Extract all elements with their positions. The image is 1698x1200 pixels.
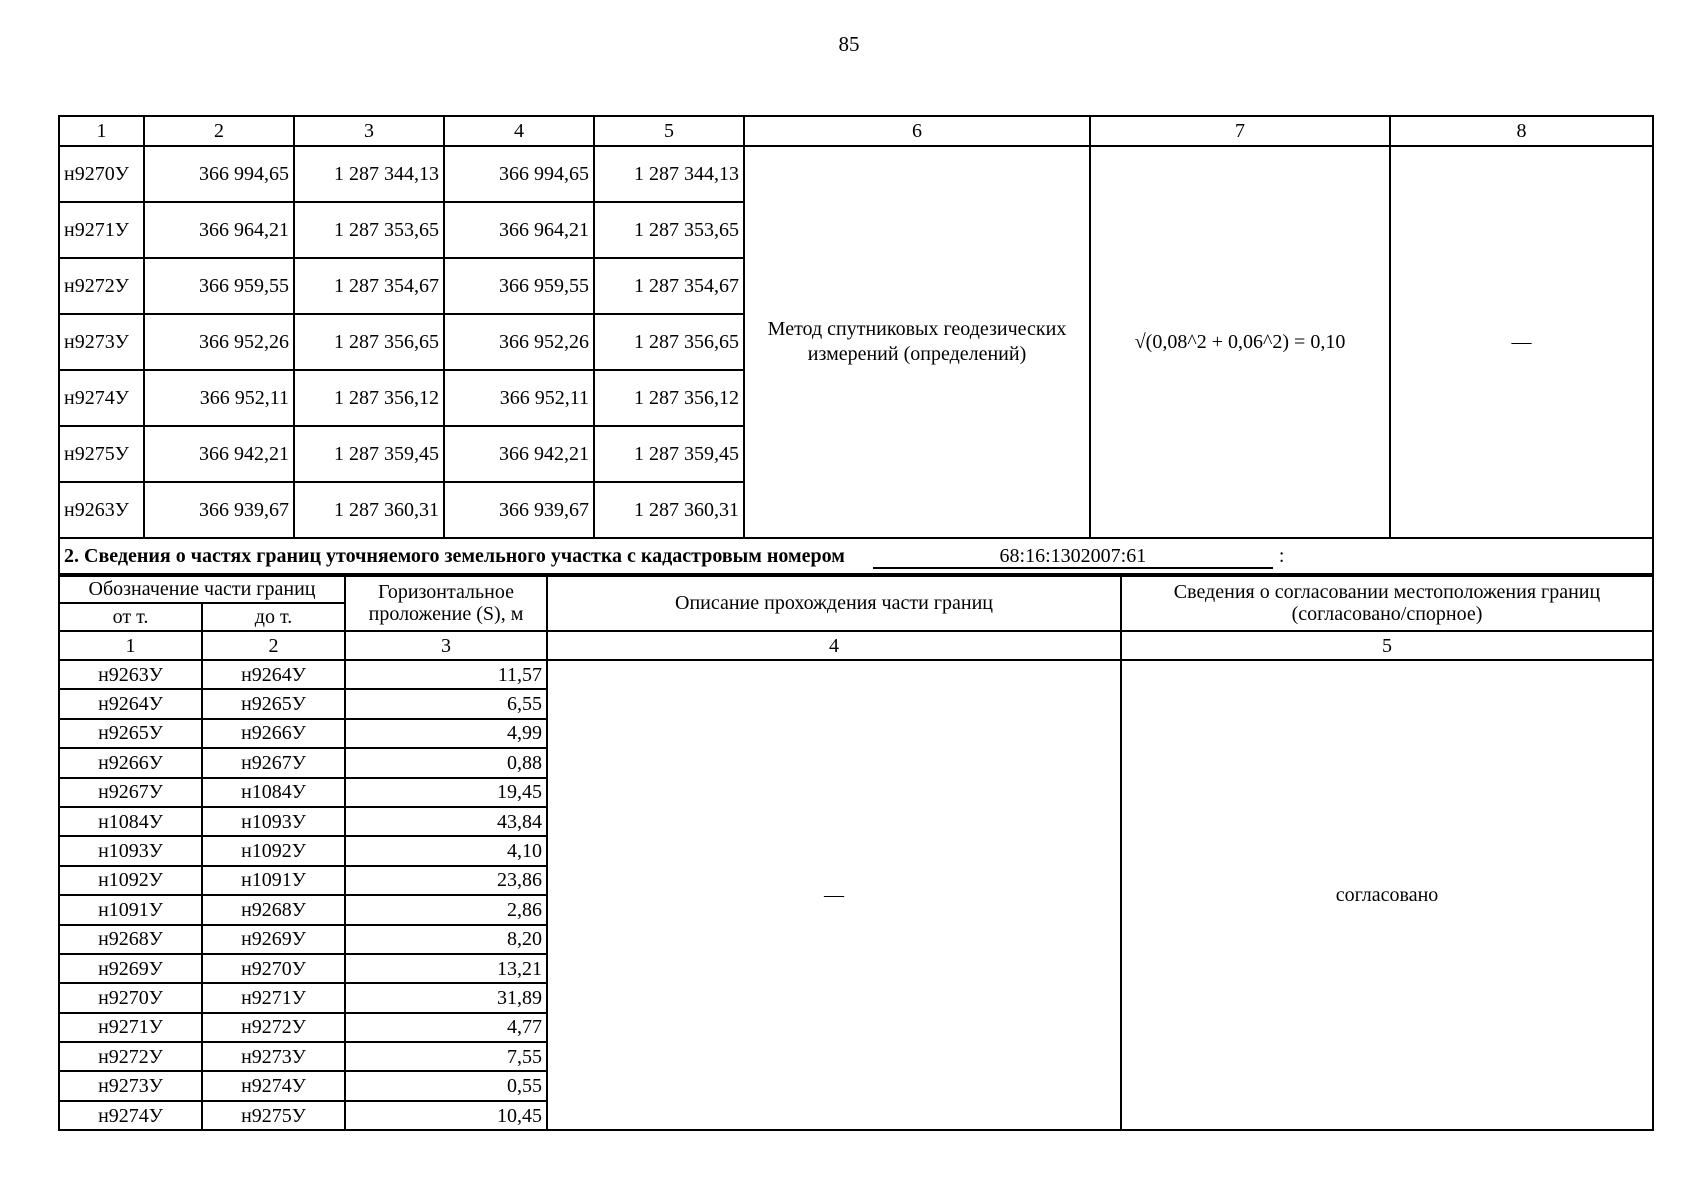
- agreement-cell: согласовано: [1121, 660, 1653, 1130]
- from-point: н9266У: [59, 748, 202, 777]
- column-number: 4: [444, 116, 594, 146]
- to-point: н9273У: [202, 1042, 345, 1071]
- coord-y2: 1 287 344,13: [594, 146, 744, 202]
- coord-x1: 366 964,21: [144, 202, 294, 258]
- coord-x2: 366 959,55: [444, 258, 594, 314]
- length-value: 19,45: [345, 778, 547, 807]
- length-value: 0,88: [345, 748, 547, 777]
- from-point: н9263У: [59, 660, 202, 689]
- header-length: Горизонтальное проложение (S), м: [345, 574, 547, 631]
- point-label: н9263У: [59, 482, 144, 538]
- from-point: н9267У: [59, 778, 202, 807]
- column-number: 3: [345, 631, 547, 660]
- from-point: н9271У: [59, 1013, 202, 1042]
- point-label: н9270У: [59, 146, 144, 202]
- coord-x1: 366 994,65: [144, 146, 294, 202]
- coord-x1: 366 952,26: [144, 314, 294, 370]
- to-point: н9271У: [202, 983, 345, 1012]
- coord-x2: 366 939,67: [444, 482, 594, 538]
- point-label: н9274У: [59, 370, 144, 426]
- from-point: н9273У: [59, 1071, 202, 1100]
- header-agreement: Сведения о согласовании местоположения границ (согласовано/спорное): [1121, 574, 1653, 631]
- header-description: Описание прохождения части границ: [547, 574, 1121, 631]
- to-point: н9272У: [202, 1013, 345, 1042]
- coord-y1: 1 287 356,65: [294, 314, 444, 370]
- column-number: 6: [744, 116, 1090, 146]
- header-from: от т.: [59, 603, 202, 631]
- from-point: н1084У: [59, 807, 202, 836]
- coord-x2: 366 994,65: [444, 146, 594, 202]
- column-number: 5: [594, 116, 744, 146]
- coord-y2: 1 287 360,31: [594, 482, 744, 538]
- length-value: 6,55: [345, 689, 547, 718]
- section2-title: 2. Сведения о частях границ уточняемого земельного участка с кадастровым номером: [64, 545, 845, 567]
- length-value: 0,55: [345, 1071, 547, 1100]
- table-row: [59, 146, 1653, 202]
- column-number: 1: [59, 631, 202, 660]
- coord-y2: 1 287 356,65: [594, 314, 744, 370]
- column-number: 8: [1390, 116, 1653, 146]
- length-value: 23,86: [345, 866, 547, 895]
- coord-y2: 1 287 359,45: [594, 426, 744, 482]
- to-point: н1084У: [202, 778, 345, 807]
- length-value: 10,45: [345, 1101, 547, 1130]
- length-value: 11,57: [345, 660, 547, 689]
- to-point: н9275У: [202, 1101, 345, 1130]
- from-point: н9265У: [59, 719, 202, 748]
- coord-y1: 1 287 353,65: [294, 202, 444, 258]
- accuracy-cell: √(0,08^2 + 0,06^2) = 0,10: [1090, 146, 1390, 538]
- column-number: 1: [59, 116, 144, 146]
- column-number: 3: [294, 116, 444, 146]
- coord-y1: 1 287 359,45: [294, 426, 444, 482]
- coord-x1: 366 939,67: [144, 482, 294, 538]
- length-value: 7,55: [345, 1042, 547, 1071]
- point-label: н9273У: [59, 314, 144, 370]
- column-number: 2: [144, 116, 294, 146]
- coord-x2: 366 942,21: [444, 426, 594, 482]
- to-point: н1092У: [202, 836, 345, 865]
- coord-y1: 1 287 360,31: [294, 482, 444, 538]
- method-cell: Метод спутниковых геодезических измерений (определений): [744, 146, 1090, 538]
- header-to: до т.: [202, 603, 345, 631]
- from-point: н1092У: [59, 866, 202, 895]
- from-point: н9274У: [59, 1101, 202, 1130]
- length-value: 4,10: [345, 836, 547, 865]
- column-number: 4: [547, 631, 1121, 660]
- from-point: н9272У: [59, 1042, 202, 1071]
- length-value: 43,84: [345, 807, 547, 836]
- to-point: н1091У: [202, 866, 345, 895]
- to-point: н9265У: [202, 689, 345, 718]
- coord-y2: 1 287 356,12: [594, 370, 744, 426]
- description-cell: —: [547, 660, 1121, 1130]
- length-value: 2,86: [345, 895, 547, 924]
- coord-x1: 366 959,55: [144, 258, 294, 314]
- table-row: [59, 660, 1653, 689]
- from-point: н9270У: [59, 983, 202, 1012]
- from-point: н9264У: [59, 689, 202, 718]
- from-point: н1091У: [59, 895, 202, 924]
- coord-y2: 1 287 353,65: [594, 202, 744, 258]
- coord-x2: 366 952,26: [444, 314, 594, 370]
- length-value: 8,20: [345, 925, 547, 954]
- coord-y2: 1 287 354,67: [594, 258, 744, 314]
- point-label: н9275У: [59, 426, 144, 482]
- to-point: н9269У: [202, 925, 345, 954]
- to-point: н1093У: [202, 807, 345, 836]
- length-value: 4,77: [345, 1013, 547, 1042]
- cadastral-number: 68:16:1302007:61: [873, 545, 1273, 569]
- coord-x1: 366 942,21: [144, 426, 294, 482]
- length-value: 4,99: [345, 719, 547, 748]
- length-value: 13,21: [345, 954, 547, 983]
- section2-colon: :: [1278, 545, 1285, 567]
- coord-y1: 1 287 354,67: [294, 258, 444, 314]
- boundary-parts-table: [58, 573, 1654, 1131]
- to-point: н9266У: [202, 719, 345, 748]
- column-number: 5: [1121, 631, 1653, 660]
- coord-x2: 366 964,21: [444, 202, 594, 258]
- coord-y1: 1 287 356,12: [294, 370, 444, 426]
- from-point: н9268У: [59, 925, 202, 954]
- to-point: н9274У: [202, 1071, 345, 1100]
- section2-cell: [59, 538, 1653, 576]
- length-value: 31,89: [345, 983, 547, 1012]
- to-point: н9267У: [202, 748, 345, 777]
- from-point: н9269У: [59, 954, 202, 983]
- coord-x1: 366 952,11: [144, 370, 294, 426]
- coord-x2: 366 952,11: [444, 370, 594, 426]
- coordinates-table: [58, 115, 1654, 577]
- header-designation: Обозначение части границ: [59, 574, 345, 603]
- column-number: 2: [202, 631, 345, 660]
- coord-y1: 1 287 344,13: [294, 146, 444, 202]
- section2-row: [59, 538, 1653, 576]
- col8-cell: —: [1390, 146, 1653, 538]
- point-label: н9271У: [59, 202, 144, 258]
- page-number: 85: [838, 32, 860, 56]
- to-point: н9268У: [202, 895, 345, 924]
- point-label: н9272У: [59, 258, 144, 314]
- column-number: 7: [1090, 116, 1390, 146]
- to-point: н9270У: [202, 954, 345, 983]
- to-point: н9264У: [202, 660, 345, 689]
- from-point: н1093У: [59, 836, 202, 865]
